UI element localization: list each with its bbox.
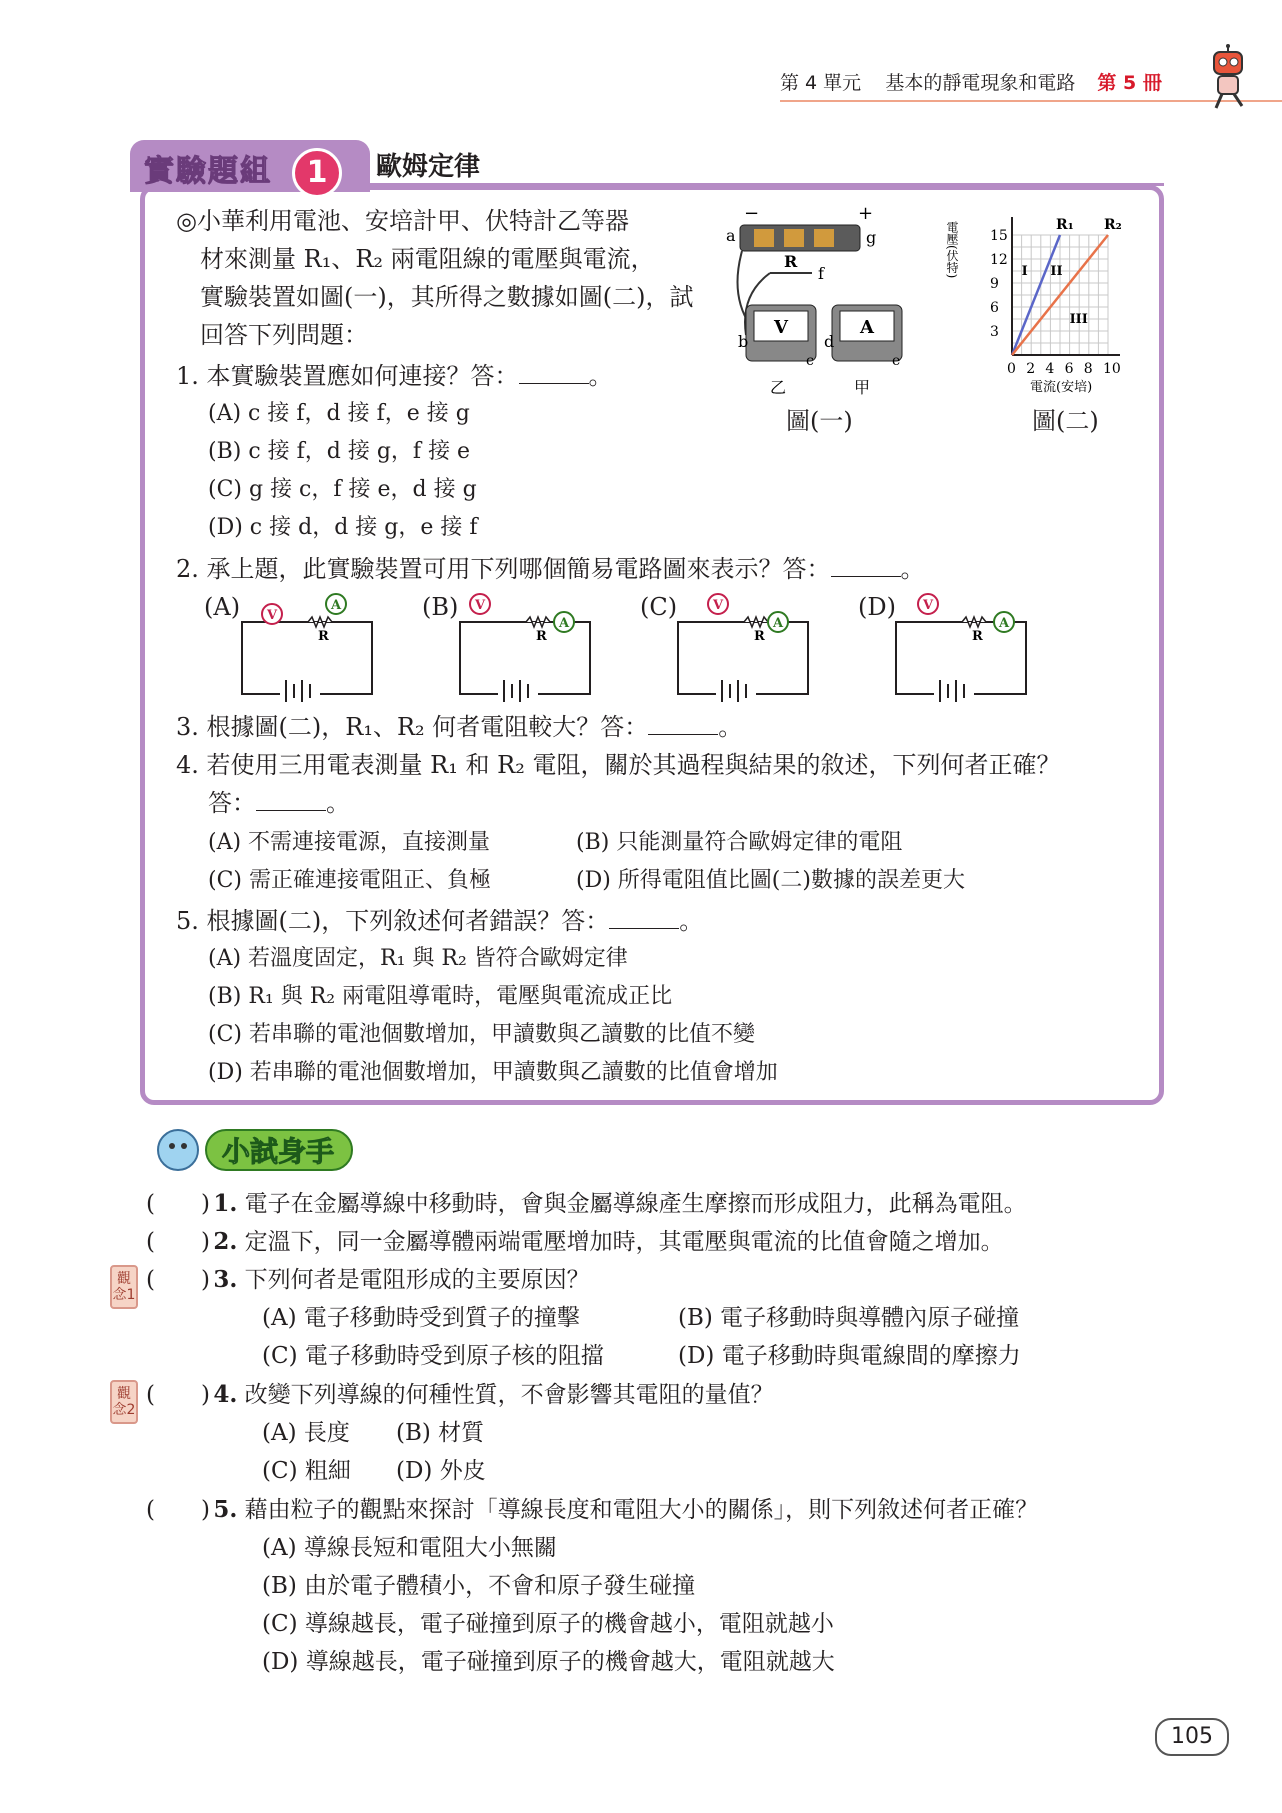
meter-yi-label: 乙 [770,378,787,397]
circuit-diagram [668,592,818,702]
intro-line: 材來測量 R₁、R₂ 兩電阻線的電壓與電流， [200,245,655,273]
region-label: III [1069,312,1088,327]
answer-parens[interactable]: ( ) [146,1497,210,1523]
y-tick-label: 3 [990,324,999,340]
tab-rule [370,183,1164,186]
y-tick-label: 9 [990,276,999,292]
y-tick-label: 15 [990,228,1008,244]
question-1: 1. 本實驗裝置應如何連接？答： 。 [176,362,613,390]
concept-tag: 觀念1 [110,1265,138,1309]
figure2-caption: 圖(二) [1032,407,1099,435]
x-tick-label: 4 [1045,361,1055,377]
ammeter-A-label: A [860,317,874,338]
figure1-caption: 圖(一) [786,407,853,435]
voltmeter-V-label: V [475,598,486,613]
section-number: 1 [292,148,342,198]
practice-option: (C) 導線越長，電子碰撞到原子的機會越小，電阻就越小 [262,1611,834,1637]
answer-blank[interactable] [519,361,589,384]
ammeter-A-label: A [559,616,570,631]
question-2: 2. 承上題，此實驗裝置可用下列哪個簡易電路圖來表示？答： 。 [176,555,925,583]
voltmeter-V-label: V [267,608,278,623]
resistor-R-label: R [318,629,329,644]
resistor-R-label: R [784,252,798,271]
q4-option: (A) 不需連接電源，直接測量 [208,830,491,855]
intro-line: ◎小華利用電池、安培計甲、伏特計乙等器 [176,207,629,235]
q5-option: (C) 若串聯的電池個數增加，甲讀數與乙讀數的比值不變 [208,1022,755,1047]
resistor-R-label: R [536,629,547,644]
answer-parens[interactable]: ( ) [146,1382,210,1408]
unit-label: 第 4 單元 [780,72,862,94]
y-tick-label: 12 [990,252,1008,268]
practice-question: ( ) 5. 藉由粒子的觀點來探討「導線長度和電阻大小的關係」，則下列敘述何者正確？ [146,1493,1038,1527]
page-number: 105 [1155,1718,1229,1756]
robot-mascot-icon [1198,44,1258,114]
apparatus-figure [720,205,940,405]
x-axis-label: 電流(安培) [1030,380,1093,395]
q5-option: (A) 若溫度固定，R₁ 與 R₂ 皆符合歐姆定律 [208,946,628,971]
q4-option: (B) 只能測量符合歐姆定律的電阻 [576,830,903,855]
terminal-a-label: a [726,226,736,245]
circuit-diagram [886,592,1036,702]
terminal-f-label: f [818,264,824,283]
terminal-e-label: e [892,353,901,369]
section-title: 實驗題組 [144,154,272,189]
practice-option: (D) 電子移動時與電線間的摩擦力 [678,1343,1021,1369]
practice-option: (C) 電子移動時受到原子核的阻擋 [262,1343,604,1369]
voltmeter-V-label: V [923,598,934,613]
practice-option: (A) 電子移動時受到質子的撞擊 [262,1305,580,1331]
question-3: 3. 根據圖(二)，R₁、R₂ 何者電阻較大？答： 。 [176,713,743,741]
circuit-diagram [450,592,600,702]
answer-blank[interactable] [831,554,901,577]
battery-minus-label: − [744,203,760,224]
circuit-diagram [232,592,382,702]
region-label: I [1021,264,1028,279]
x-tick-label: 6 [1064,361,1074,377]
resistor-R-label: R [972,629,983,644]
answer-blank[interactable] [609,906,679,929]
voltmeter-V-label: V [713,598,724,613]
vi-chart [945,205,1140,395]
answer-blank[interactable] [648,712,718,735]
practice-title: 小試身手 [222,1135,335,1168]
practice-option: (B) 電子移動時與導體內原子碰撞 [678,1305,1020,1331]
question-4-answer: 答： 。 [208,789,350,817]
volume-label: 第 5 冊 [1097,72,1162,94]
q4-option: (D) 所得電阻值比圖(二)數據的誤差更大 [576,868,965,893]
circuit-option: (C) [640,593,678,621]
meter-jia-label: 甲 [854,378,871,397]
series-label: R₂ [1104,217,1122,233]
q1-option: (C) g 接 c，f 接 e，d 接 g [208,477,477,502]
scientist-icon [158,1130,198,1170]
terminal-c-label: c [806,353,814,369]
terminal-g-label: g [866,228,877,247]
answer-parens[interactable]: ( ) [146,1229,210,1255]
circuit-option: (B) [422,593,459,621]
y-axis-label: 電壓(伏特) [945,221,959,279]
practice-question: ( ) 3. 下列何者是電阻形成的主要原因？ [146,1263,590,1297]
series-label: R₁ [1056,217,1074,233]
battery-plus-label: + [858,203,874,224]
concept-tag: 觀念2 [110,1380,138,1424]
x-tick-label: 8 [1083,361,1093,377]
q1-option: (B) c 接 f，d 接 g，f 接 e [208,439,471,464]
circuit-option: (D) [858,593,896,621]
q1-option: (A) c 接 f，d 接 f，e 接 g [208,401,470,426]
x-tick-label: 0 [1007,361,1016,377]
intro-line: 實驗裝置如圖(一)，其所得之數據如圖(二)，試 [200,283,694,311]
practice-badge [150,1122,360,1176]
terminal-b-label: b [738,332,749,351]
practice-option: (B) 材質 [396,1420,485,1446]
practice-question: ( ) 2. 定溫下，同一金屬導體兩端電壓增加時，其電壓與電流的比值會隨之增加。 [146,1225,1004,1259]
ammeter-A-label: A [999,616,1010,631]
practice-option: (B) 由於電子體積小，不會和原子發生碰撞 [262,1573,696,1599]
practice-option: (C) 粗細 [262,1458,351,1484]
running-header [780,68,1162,95]
answer-blank[interactable] [256,788,326,811]
topic-label: 基本的靜電現象和電路 [885,72,1076,94]
section-subtitle: 歐姆定律 [376,152,481,182]
region-label: II [1050,264,1063,279]
y-tick-label: 6 [990,300,999,316]
circuit-option: (A) [204,593,241,621]
q5-option: (D) 若串聯的電池個數增加，甲讀數與乙讀數的比值會增加 [208,1060,778,1085]
practice-question: ( ) 1. 電子在金屬導線中移動時，會與金屬導線產生摩擦而形成阻力，此稱為電阻。 [146,1187,1027,1221]
q4-option: (C) 需正確連接電阻正、負極 [208,868,491,893]
x-tick-label: 10 [1103,361,1121,377]
practice-option: (A) 導線長短和電阻大小無關 [262,1535,557,1561]
voltmeter-V-label: V [774,317,788,338]
terminal-d-label: d [824,332,835,351]
question-5: 5. 根據圖(二)，下列敘述何者錯誤？答： 。 [176,907,704,935]
practice-option: (D) 外皮 [396,1458,486,1484]
question-4: 4. 若使用三用電表測量 R₁ 和 R₂ 電阻，關於其過程與結果的敘述，下列何者正確？ [176,751,1061,779]
intro-line: 回答下列問題： [200,321,368,349]
practice-option: (A) 長度 [262,1420,350,1446]
ammeter-A-label: A [331,598,342,613]
answer-parens[interactable]: ( ) [146,1191,210,1217]
q1-option: (D) c 接 d，d 接 g，e 接 f [208,515,478,540]
ammeter-A-label: A [773,616,784,631]
q5-option: (B) R₁ 與 R₂ 兩電阻導電時，電壓與電流成正比 [208,984,673,1009]
practice-question: ( ) 4. 改變下列導線的何種性質，不會影響其電阻的量值？ [146,1378,774,1412]
practice-option: (D) 導線越長，電子碰撞到原子的機會越大，電阻就越大 [262,1649,835,1675]
resistor-R-label: R [754,629,765,644]
answer-parens[interactable]: ( ) [146,1267,210,1293]
x-tick-label: 2 [1026,361,1036,377]
